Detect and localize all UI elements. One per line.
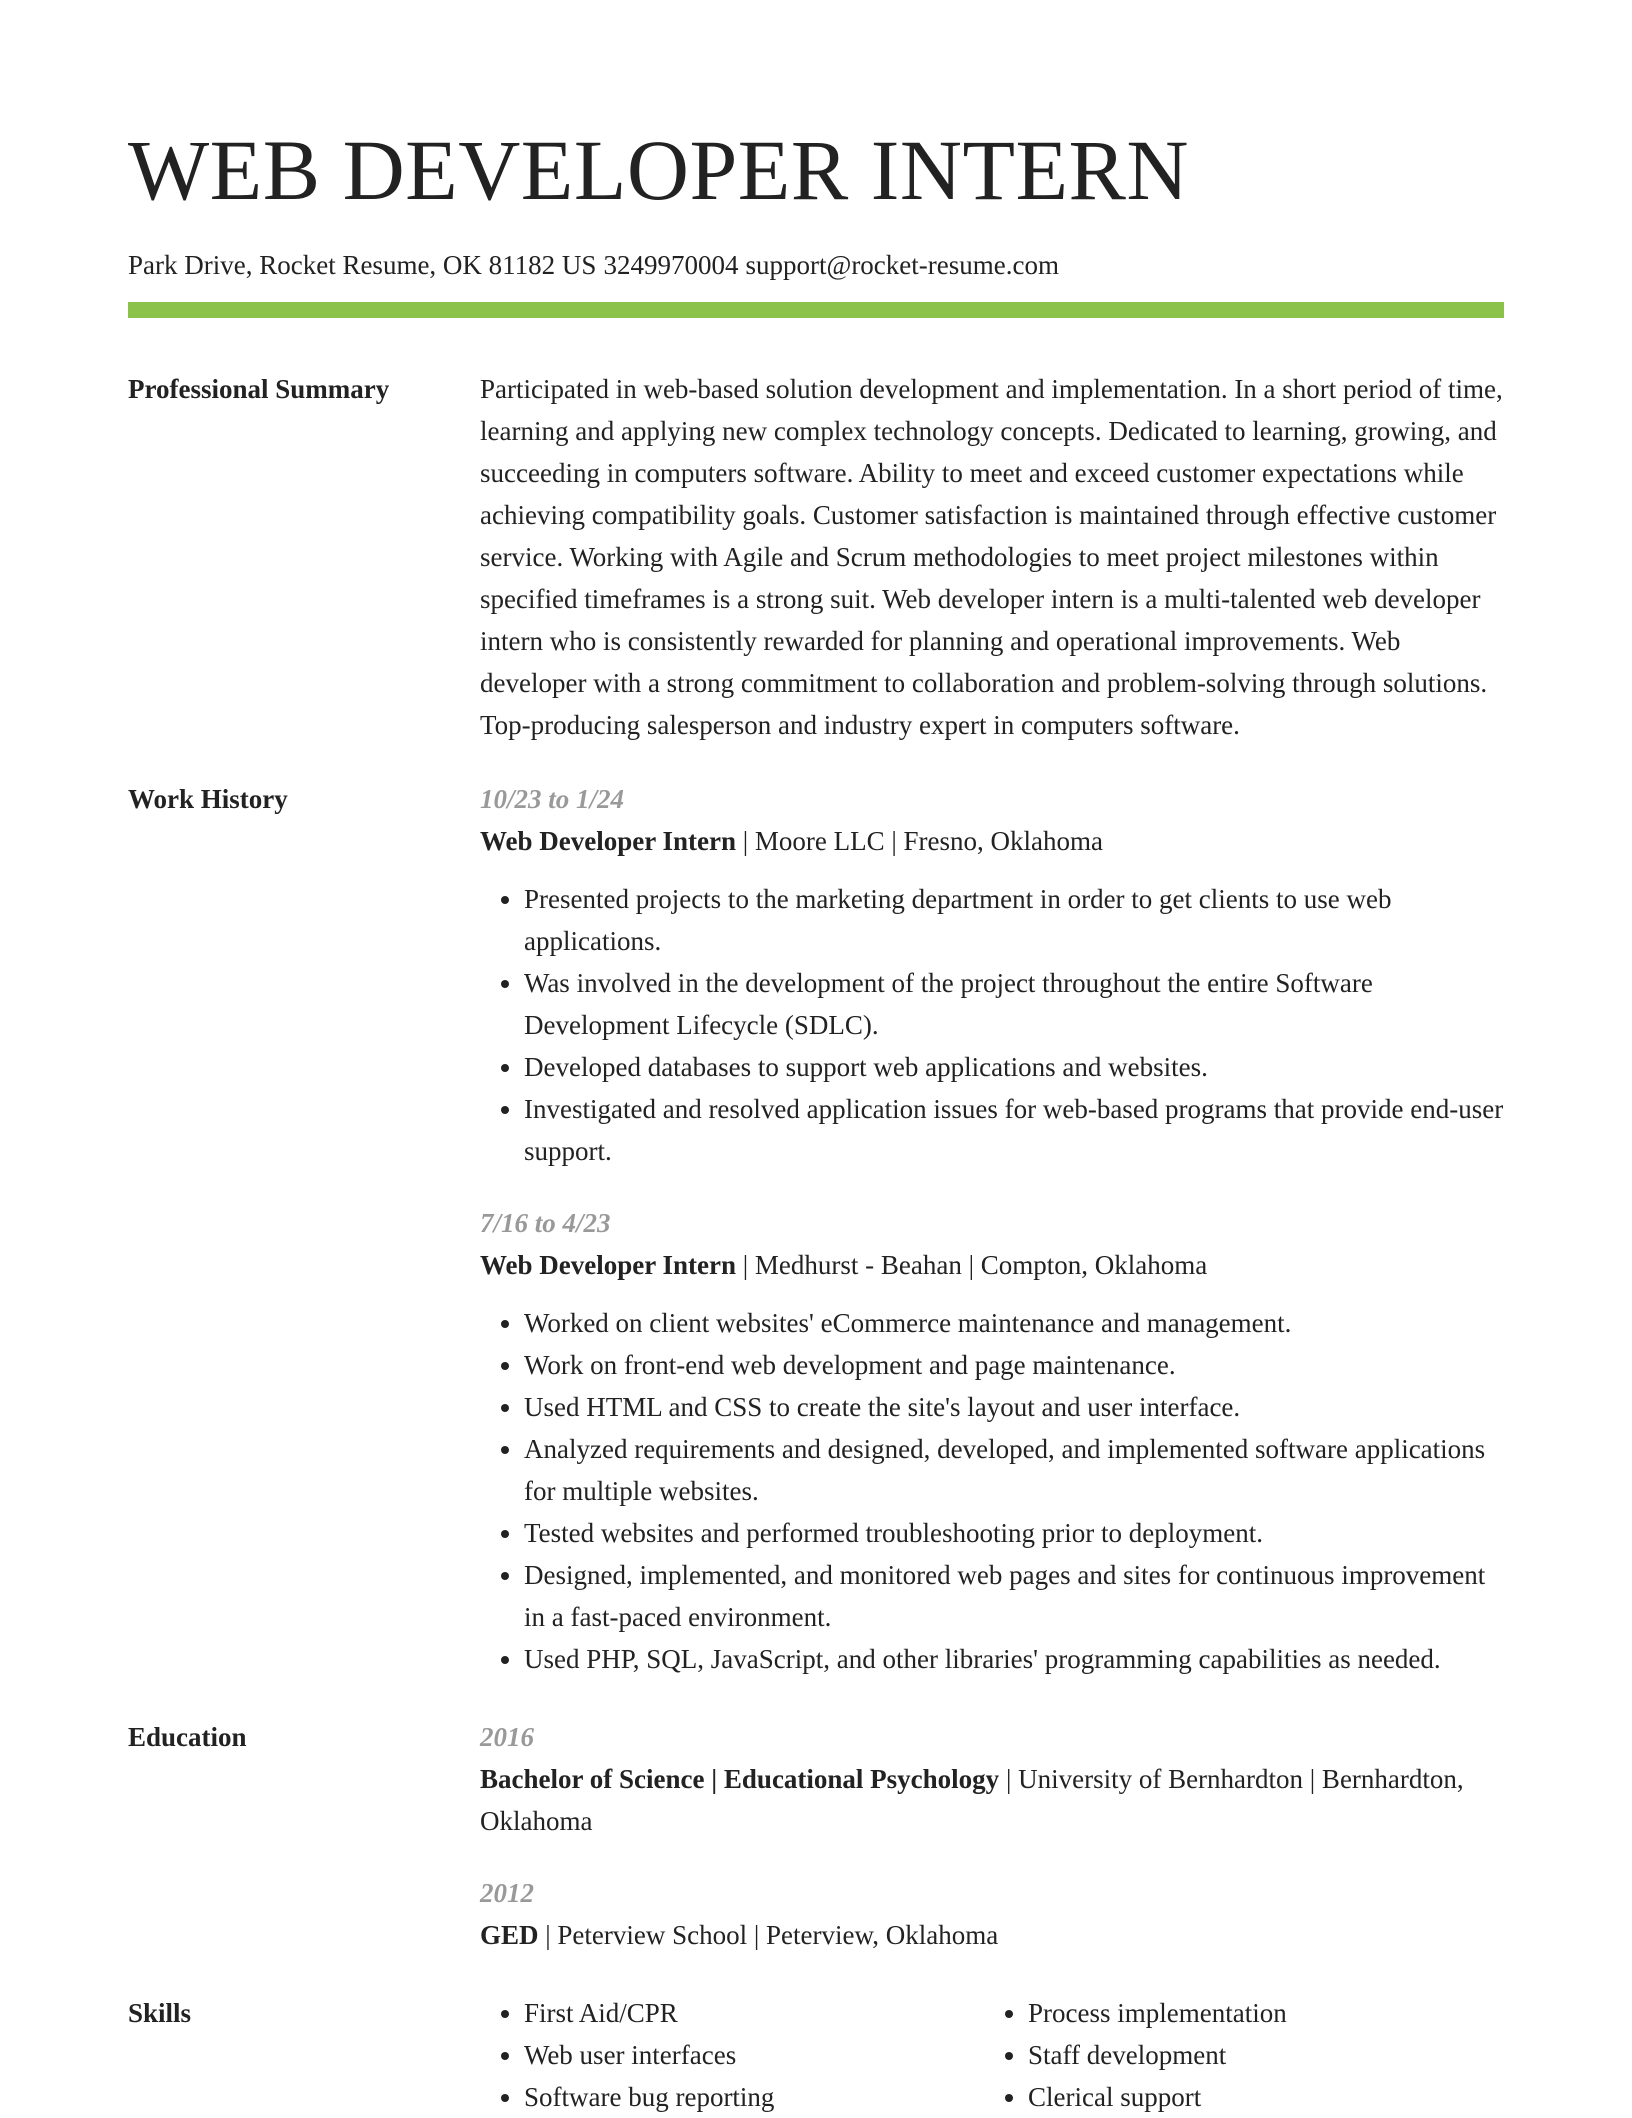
- section-label-work: Work History: [128, 784, 288, 814]
- education-line: [480, 1758, 1504, 1842]
- job-bullet: • Developed databases to support web applications and websites.: [524, 1046, 1504, 1088]
- section-label-summary: Professional Summary: [128, 374, 390, 404]
- education-details: | University of Bernhardton | Bernhardton, Oklahoma: [480, 1764, 1464, 1836]
- job-role-line: [480, 820, 1504, 862]
- skills-section: [128, 1992, 1504, 2118]
- contact-line: [128, 248, 1504, 282]
- job-bullet: • Presented projects to the marketing department in order to get clients to use web applications.: [524, 878, 1504, 962]
- skills-columns: [480, 1992, 1504, 2118]
- job-bullet: • Analyzed requirements and designed, developed, and implemented software applications for multiple websites.: [524, 1428, 1504, 1512]
- job-bullet: • Investigated and resolved application issues for web-based programs that provide end-user support.: [524, 1088, 1504, 1172]
- job-bullet: • Designed, implemented, and monitored web pages and sites for continuous improvement in a fast-paced environment.: [524, 1554, 1504, 1638]
- contact-address: Park Drive, Rocket Resume, OK 81182 US: [128, 250, 597, 280]
- job-bullets: [480, 1302, 1504, 1680]
- header-divider: [128, 302, 1504, 318]
- education-line: [480, 1914, 1504, 1956]
- section-label-education: Education: [128, 1722, 247, 1752]
- skills-body: [480, 1992, 1504, 2118]
- job-details: | Medhurst - Beahan | Compton, Oklahoma: [735, 1250, 1208, 1280]
- job-bullet: • Was involved in the development of the project throughout the entire Software Development Lifecycle (SDLC).: [524, 962, 1504, 1046]
- job-bullet: • Tested websites and performed troubleshooting prior to deployment.: [524, 1512, 1504, 1554]
- job-role-line: [480, 1244, 1504, 1286]
- resume-title: WEB DEVELOPER INTERN: [128, 122, 1189, 218]
- job-title: Web Developer Intern: [480, 1250, 736, 1280]
- job-bullet: • Used PHP, SQL, JavaScript, and other libraries' programming capabilities as needed.: [524, 1638, 1504, 1680]
- job-bullet: • Work on front-end web development and page maintenance.: [524, 1344, 1504, 1386]
- education-date: 2012: [480, 1878, 534, 1908]
- work-history-section: [128, 778, 1504, 1680]
- resume-page: [128, 0, 1504, 2118]
- skill-item: • Web user interfaces: [524, 2034, 984, 2076]
- education-entry: [480, 1716, 1504, 1842]
- education-degree: GED: [480, 1920, 539, 1950]
- skill-item: • Clerical support: [1028, 2076, 1488, 2118]
- skill-item: • Staff development: [1028, 2034, 1488, 2076]
- job-date: 10/23 to 1/24: [480, 784, 625, 814]
- summary-body: [480, 368, 1504, 746]
- section-label-skills: Skills: [128, 1998, 192, 2028]
- job-details: | Moore LLC | Fresno, Oklahoma: [735, 826, 1103, 856]
- summary-section: [128, 368, 1504, 746]
- job-date: 7/16 to 4/23: [480, 1208, 611, 1238]
- work-history-body: [480, 778, 1504, 1680]
- education-degree: Bachelor of Science | Educational Psychology: [480, 1764, 1000, 1794]
- contact-email: support@rocket-resume.com: [745, 250, 1059, 280]
- skill-item: • First Aid/CPR: [524, 1992, 984, 2034]
- education-date: 2016: [480, 1722, 534, 1752]
- skill-item: • Software bug reporting: [524, 2076, 984, 2118]
- job-entry: [480, 778, 1504, 1172]
- job-bullet: • Used HTML and CSS to create the site's layout and user interface.: [524, 1386, 1504, 1428]
- job-bullet: • Worked on client websites' eCommerce maintenance and management.: [524, 1302, 1504, 1344]
- skill-item: • Process implementation: [1028, 1992, 1488, 2034]
- education-body: [480, 1716, 1504, 1956]
- job-entry: [480, 1202, 1504, 1680]
- summary-text: Participated in web-based solution development and implementation. In a short period of time, learning and applying new complex technology concepts. Dedicated to learning, growing, and succeeding in computers software. Ability to meet and exceed customer expectations while achieving compatibility goals. Customer satisfaction is maintained through effective customer service. Working with Agile and Scrum methodologies to meet project milestones within specified timeframes is a strong suit. Web developer intern is a multi-talented web developer intern who is consistently rewarded for planning and operational improvements. Web developer with a strong commitment to collaboration and problem-solving through solutions. Top-producing salesperson and industry expert in computers software.: [480, 374, 1503, 740]
- job-title: Web Developer Intern: [480, 826, 736, 856]
- education-section: [128, 1716, 1504, 1956]
- skills-list-left: [480, 1992, 984, 2118]
- education-entry: [480, 1872, 1504, 1956]
- contact-phone: 3249970004: [603, 250, 739, 280]
- skills-list-right: [984, 1992, 1488, 2118]
- job-bullets: [480, 878, 1504, 1172]
- education-details: | Peterview School | Peterview, Oklahoma: [538, 1920, 999, 1950]
